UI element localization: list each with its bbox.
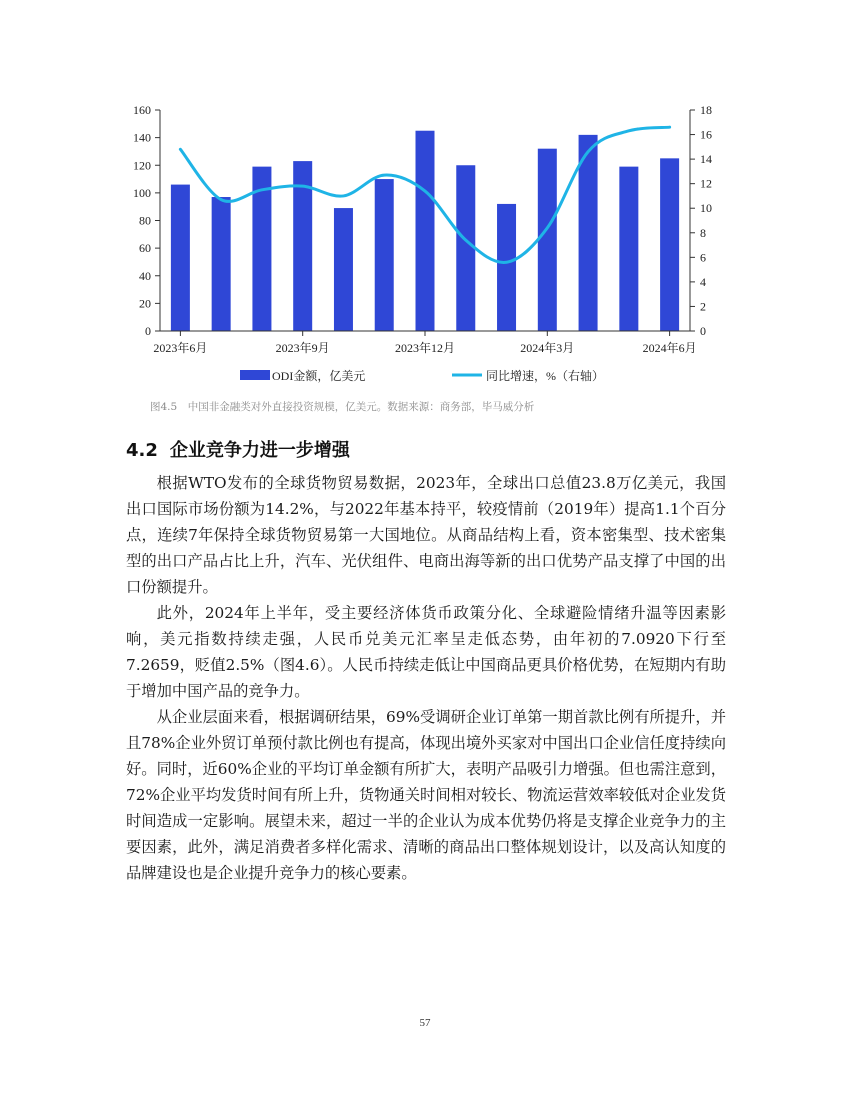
bar [497,204,516,331]
bar [538,149,557,331]
x-tick-label: 2024年6月 [642,341,697,355]
left-axis-ticks [133,103,160,338]
right-tick-label: 2 [700,299,706,314]
section-title-text: 企业竞争力进一步增强 [169,440,350,461]
right-tick-label: 8 [700,225,706,240]
bar [212,197,231,331]
x-tick-label: 2023年12月 [394,341,456,355]
x-tick-label: 2023年9月 [275,341,330,355]
section-heading [126,436,350,462]
right-axis-ticks [690,103,712,338]
left-tick-label: 140 [133,130,151,145]
bar [619,167,638,331]
right-tick-label: 14 [700,152,712,167]
right-tick-label: 16 [700,127,712,142]
left-tick-label: 60 [139,241,151,256]
bar [334,208,353,331]
legend [240,368,604,383]
body-text [126,470,726,886]
right-tick-label: 12 [700,176,712,191]
right-tick-label: 18 [700,103,712,117]
legend-line-label: 同比增速，%（右轴） [486,369,604,383]
paragraph-1: 根据WTO发布的全球货物贸易数据，2023年，全球出口总值23.8万亿美元，我国出口国际市场份额为14.2%，与2022年基本持平，较疫情前（2019年）提高1.1个百分点，连续7年保持全球货物贸易第一大国地位。从商品结构上看，资本密集型、技术密集型的出口产品占比上升，汽车、光伏组件、电商出海等新的出口优势产品支撑了中国的出口份额提升。 [126,474,726,596]
bar [416,131,435,331]
paragraph-2: 此外，2024年上半年，受主要经济体货币政策分化、全球避险情绪升温等因素影响，美元指数持续走强，人民币兑美元汇率呈走低态势，由年初的7.0920下行至7.2659，贬值2.5%（图4.6）。人民币持续走低让中国商品更具价格优势，在短期内有助于增加中国产品的竞争力。 [126,604,726,700]
legend-bar-swatch [240,370,270,380]
left-tick-label: 20 [139,296,151,311]
bar [660,158,679,331]
x-tick-label: 2023年6月 [153,341,208,355]
left-tick-label: 120 [133,158,151,173]
bar [171,185,190,331]
figure-caption: 图4.5 中国非金融类对外直接投资规模，亿美元。数据来源：商务部，毕马威分析 [150,401,535,413]
right-tick-label: 10 [700,201,712,216]
left-tick-label: 40 [139,268,151,283]
x-tick-label: 2024年3月 [520,341,575,355]
bar-series [171,131,679,331]
paragraph-3: 从企业层面来看，根据调研结果，69%受调研企业订单第一期首款比例有所提升，并且78%企业外贸订单预付款比例也有提高，体现出境外买家对中国出口企业信任度持续向好。同时，近60%企业的平均订单金额有所扩大，表明产品吸引力增强。但也需注意到，72%企业平均发货时间有所上升，货物通关时间相对较长、物流运营效率较低对企业发货时间造成一定影响。展望未来，超过一半的企业认为成本优势仍将是支撑企业竞争力的主要因素，此外，满足消费者多样化需求、清晰的商品出口整体规划设计，以及高认知度的品牌建设也是企业提升竞争力的核心要素。 [126,708,726,882]
right-tick-label: 0 [700,324,706,338]
left-tick-label: 0 [145,324,151,338]
bar [375,179,394,331]
legend-bar-label: ODI金额，亿美元 [272,369,366,383]
page-number: 57 [419,1017,431,1029]
section-number: 4.2 [126,440,158,461]
x-axis-ticks [153,331,696,355]
odi-chart [0,0,850,395]
left-tick-label: 100 [133,185,151,200]
left-tick-label: 80 [139,213,151,228]
right-tick-label: 6 [700,250,706,265]
right-tick-label: 4 [700,274,706,289]
left-tick-label: 160 [133,103,151,117]
bar [456,165,475,331]
